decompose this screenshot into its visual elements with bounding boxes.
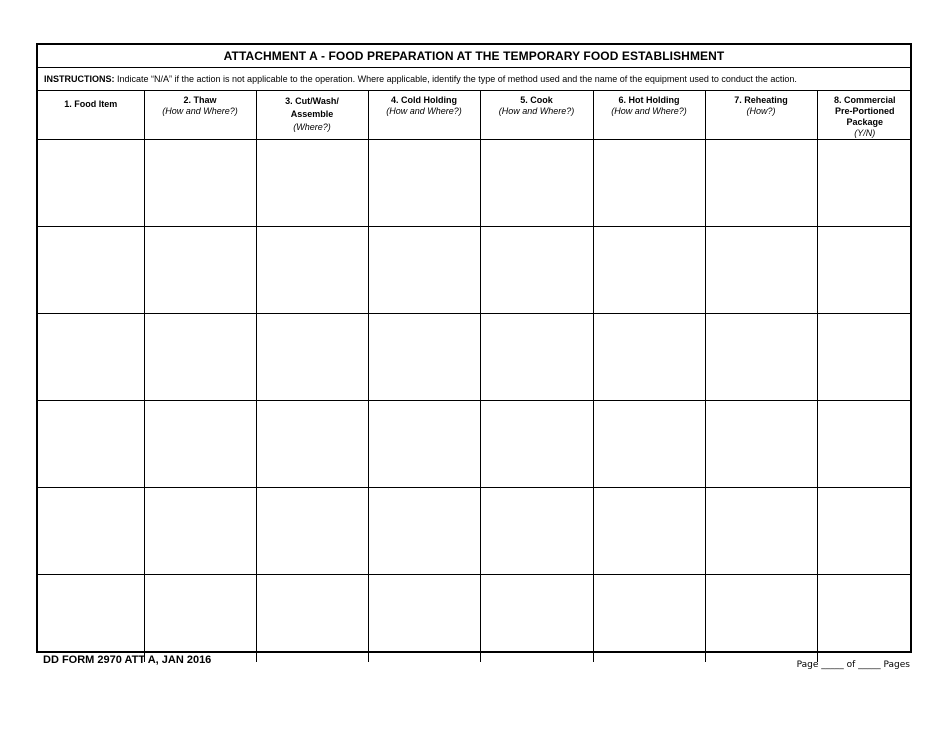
page-count: Page _____ of _____ Pages	[796, 660, 910, 670]
cell-reheating[interactable]	[705, 575, 817, 662]
col-cold-holding: 4. Cold Holding (How and Where?)	[368, 91, 480, 140]
table-row	[38, 401, 912, 488]
cell-thaw[interactable]	[144, 140, 256, 227]
cell-hot-holding[interactable]	[593, 488, 705, 575]
cell-hot-holding[interactable]	[593, 227, 705, 314]
cell-food-item[interactable]	[38, 227, 144, 314]
cell-cut-wash-assemble[interactable]	[256, 314, 368, 401]
cell-cold-holding[interactable]	[368, 140, 480, 227]
cell-cook[interactable]	[480, 314, 593, 401]
cell-cook[interactable]	[480, 401, 593, 488]
cell-cold-holding[interactable]	[368, 227, 480, 314]
cell-reheating[interactable]	[705, 488, 817, 575]
cell-cut-wash-assemble[interactable]	[256, 140, 368, 227]
table-row	[38, 227, 912, 314]
cell-hot-holding[interactable]	[593, 575, 705, 662]
cell-food-item[interactable]	[38, 575, 144, 662]
cell-cold-holding[interactable]	[368, 401, 480, 488]
cell-cold-holding[interactable]	[368, 314, 480, 401]
cell-reheating[interactable]	[705, 140, 817, 227]
col-hot-holding: 6. Hot Holding (How and Where?)	[593, 91, 705, 140]
cell-food-item[interactable]	[38, 314, 144, 401]
cell-thaw[interactable]	[144, 227, 256, 314]
cell-hot-holding[interactable]	[593, 401, 705, 488]
cell-food-item[interactable]	[38, 140, 144, 227]
cell-reheating[interactable]	[705, 227, 817, 314]
cell-commercial-package[interactable]	[817, 488, 912, 575]
instructions	[38, 68, 910, 91]
cell-cold-holding[interactable]	[368, 488, 480, 575]
form-title: ATTACHMENT A - FOOD PREPARATION AT THE TEMPORARY FOOD ESTABLISHMENT	[38, 45, 910, 68]
cell-thaw[interactable]	[144, 314, 256, 401]
cell-cook[interactable]	[480, 227, 593, 314]
cell-commercial-package[interactable]	[817, 140, 912, 227]
preparation-table	[38, 91, 912, 662]
table-row	[38, 140, 912, 227]
cell-thaw[interactable]	[144, 575, 256, 662]
col-food-item: 1. Food Item	[38, 91, 144, 140]
table-row	[38, 575, 912, 662]
col-cook: 5. Cook (How and Where?)	[480, 91, 593, 140]
cell-thaw[interactable]	[144, 401, 256, 488]
cell-thaw[interactable]	[144, 488, 256, 575]
cell-reheating[interactable]	[705, 314, 817, 401]
cell-cook[interactable]	[480, 488, 593, 575]
cell-commercial-package[interactable]	[817, 227, 912, 314]
cell-cut-wash-assemble[interactable]	[256, 401, 368, 488]
instructions-text: Indicate “N/A” if the action is not applicable to the operation. Where applicable, identify the type of method used and the name of the equipment used to conduct the action.	[114, 74, 797, 84]
cell-cook[interactable]	[480, 575, 593, 662]
col-commercial-package: 8. Commercial Pre-Portioned Package (Y/N)	[817, 91, 912, 140]
header-row	[38, 91, 912, 140]
col-thaw: 2. Thaw (How and Where?)	[144, 91, 256, 140]
table-row	[38, 488, 912, 575]
cell-food-item[interactable]	[38, 488, 144, 575]
cell-cook[interactable]	[480, 140, 593, 227]
cell-cut-wash-assemble[interactable]	[256, 575, 368, 662]
col-cut-wash-assemble: 3. Cut/Wash/ Assemble (Where?)	[256, 91, 368, 140]
cell-commercial-package[interactable]	[817, 314, 912, 401]
cell-hot-holding[interactable]	[593, 140, 705, 227]
table-row	[38, 314, 912, 401]
cell-commercial-package[interactable]	[817, 575, 912, 662]
cell-commercial-package[interactable]	[817, 401, 912, 488]
form-number: DD FORM 2970 ATT A, JAN 2016	[43, 654, 212, 666]
food-preparation-form	[36, 43, 912, 653]
col-reheating: 7. Reheating (How?)	[705, 91, 817, 140]
cell-food-item[interactable]	[38, 401, 144, 488]
cell-cut-wash-assemble[interactable]	[256, 488, 368, 575]
cell-hot-holding[interactable]	[593, 314, 705, 401]
instructions-label: INSTRUCTIONS:	[44, 74, 115, 84]
cell-cut-wash-assemble[interactable]	[256, 227, 368, 314]
cell-reheating[interactable]	[705, 401, 817, 488]
cell-cold-holding[interactable]	[368, 575, 480, 662]
